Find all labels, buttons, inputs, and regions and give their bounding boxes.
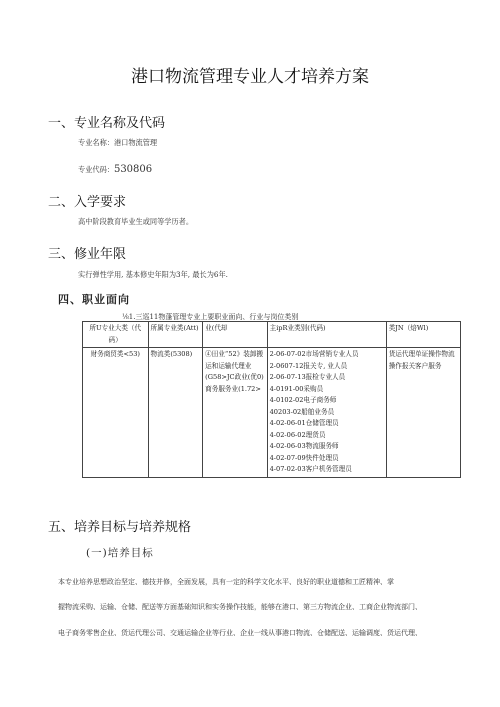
body-line-2: 握物流采购、运输、仓储、配送等方面基础知识和实务操作技能，能够在港口、第三方物流企业、工商企业物流部门、: [58, 603, 422, 611]
occupation-item: 4-0191-00采购员: [269, 384, 324, 393]
occupation-item: 4-07-02-03客户机务管理员: [269, 465, 352, 473]
header-cell-position: 类JN（焙Wl): [386, 322, 460, 348]
section-heading-2: 二、入学要求: [48, 195, 127, 210]
cell-category: 财务商贸类<53): [83, 348, 149, 478]
document-title: 港口物流管理专业人才培养方案: [131, 67, 369, 87]
occupation-item: 4-02-06-03物流服务师: [269, 442, 339, 450]
cell-class: 物流类(5308): [148, 348, 203, 478]
occupation-item: 4-0102-02电子商务师: [269, 396, 337, 404]
table-caption: ⅛1.三巡11物蓬管理专业上要职业面向、行业与岗位类别: [122, 313, 299, 321]
header-cell-category: 所U专业大类（代码）: [83, 322, 149, 348]
admission-text: 高中阶段教育毕业生或同等学历者。: [78, 217, 194, 226]
subsection-heading: (一)培养目标: [86, 547, 154, 559]
header-cell-industry: 业(代却: [203, 322, 267, 348]
body-line-1: 本专业培养思想政治坚定、德技并修，全面发展，具有一定的科学文化水平、良好的职业道德和工匠精神、掌: [58, 578, 394, 586]
occupation-table: [82, 321, 461, 478]
cell-occupation-list: [267, 348, 386, 478]
occupation-item: 40203-02船舶业务员: [269, 407, 335, 416]
header-cell-class: 所属专业类(Att): [148, 322, 203, 348]
section-heading-3: 三、修业年限: [48, 247, 127, 262]
major-code-label: 专业代码：: [78, 165, 114, 174]
cell-position: 货运代理单证操作物流操作报关客户服务: [386, 348, 460, 478]
section-heading-1: 一、专业名称及代码: [48, 116, 166, 131]
table-row: [83, 348, 461, 478]
occupation-item: 4-02-07-09快件处理员: [269, 453, 339, 462]
table-header-row: [83, 322, 461, 348]
occupation-item: 2-06-07-13报检专业人员: [269, 373, 346, 381]
header-cell-occupation: 主ipR业类别(代码): [267, 322, 386, 348]
cell-industry: ④田业“52》装卸搬运和运输代理业(G58>JC政业(优0)商务服务业(1.72>: [203, 348, 267, 478]
section-heading-5: 五、培养目标与培养规格: [48, 520, 192, 535]
occupation-item: 2-0607-12报关专, 业人员: [269, 361, 348, 370]
body-line-3: 电子商务零售企业、货运代理公司、交通运输企业等行业、企业一线从事港口物流、仓储配送、运输调度、货运代理、: [58, 629, 422, 637]
major-name-line: 专业名称：港口物流管理: [78, 138, 158, 147]
occupation-item: 4-02-06-02理货员: [269, 430, 326, 439]
occupation-item: 4-02-06-01仓储管理员: [269, 419, 339, 427]
major-code-value: 530806: [113, 164, 153, 175]
occupation-item: 2-06-07-02市场营销专业人员: [269, 350, 359, 358]
section-heading-4: 四、职业面向: [58, 293, 130, 306]
major-code-line: [78, 164, 152, 175]
study-duration-text: 实行弹性学用, 基本修史年阳为3年, 最长为6年.: [78, 270, 228, 279]
